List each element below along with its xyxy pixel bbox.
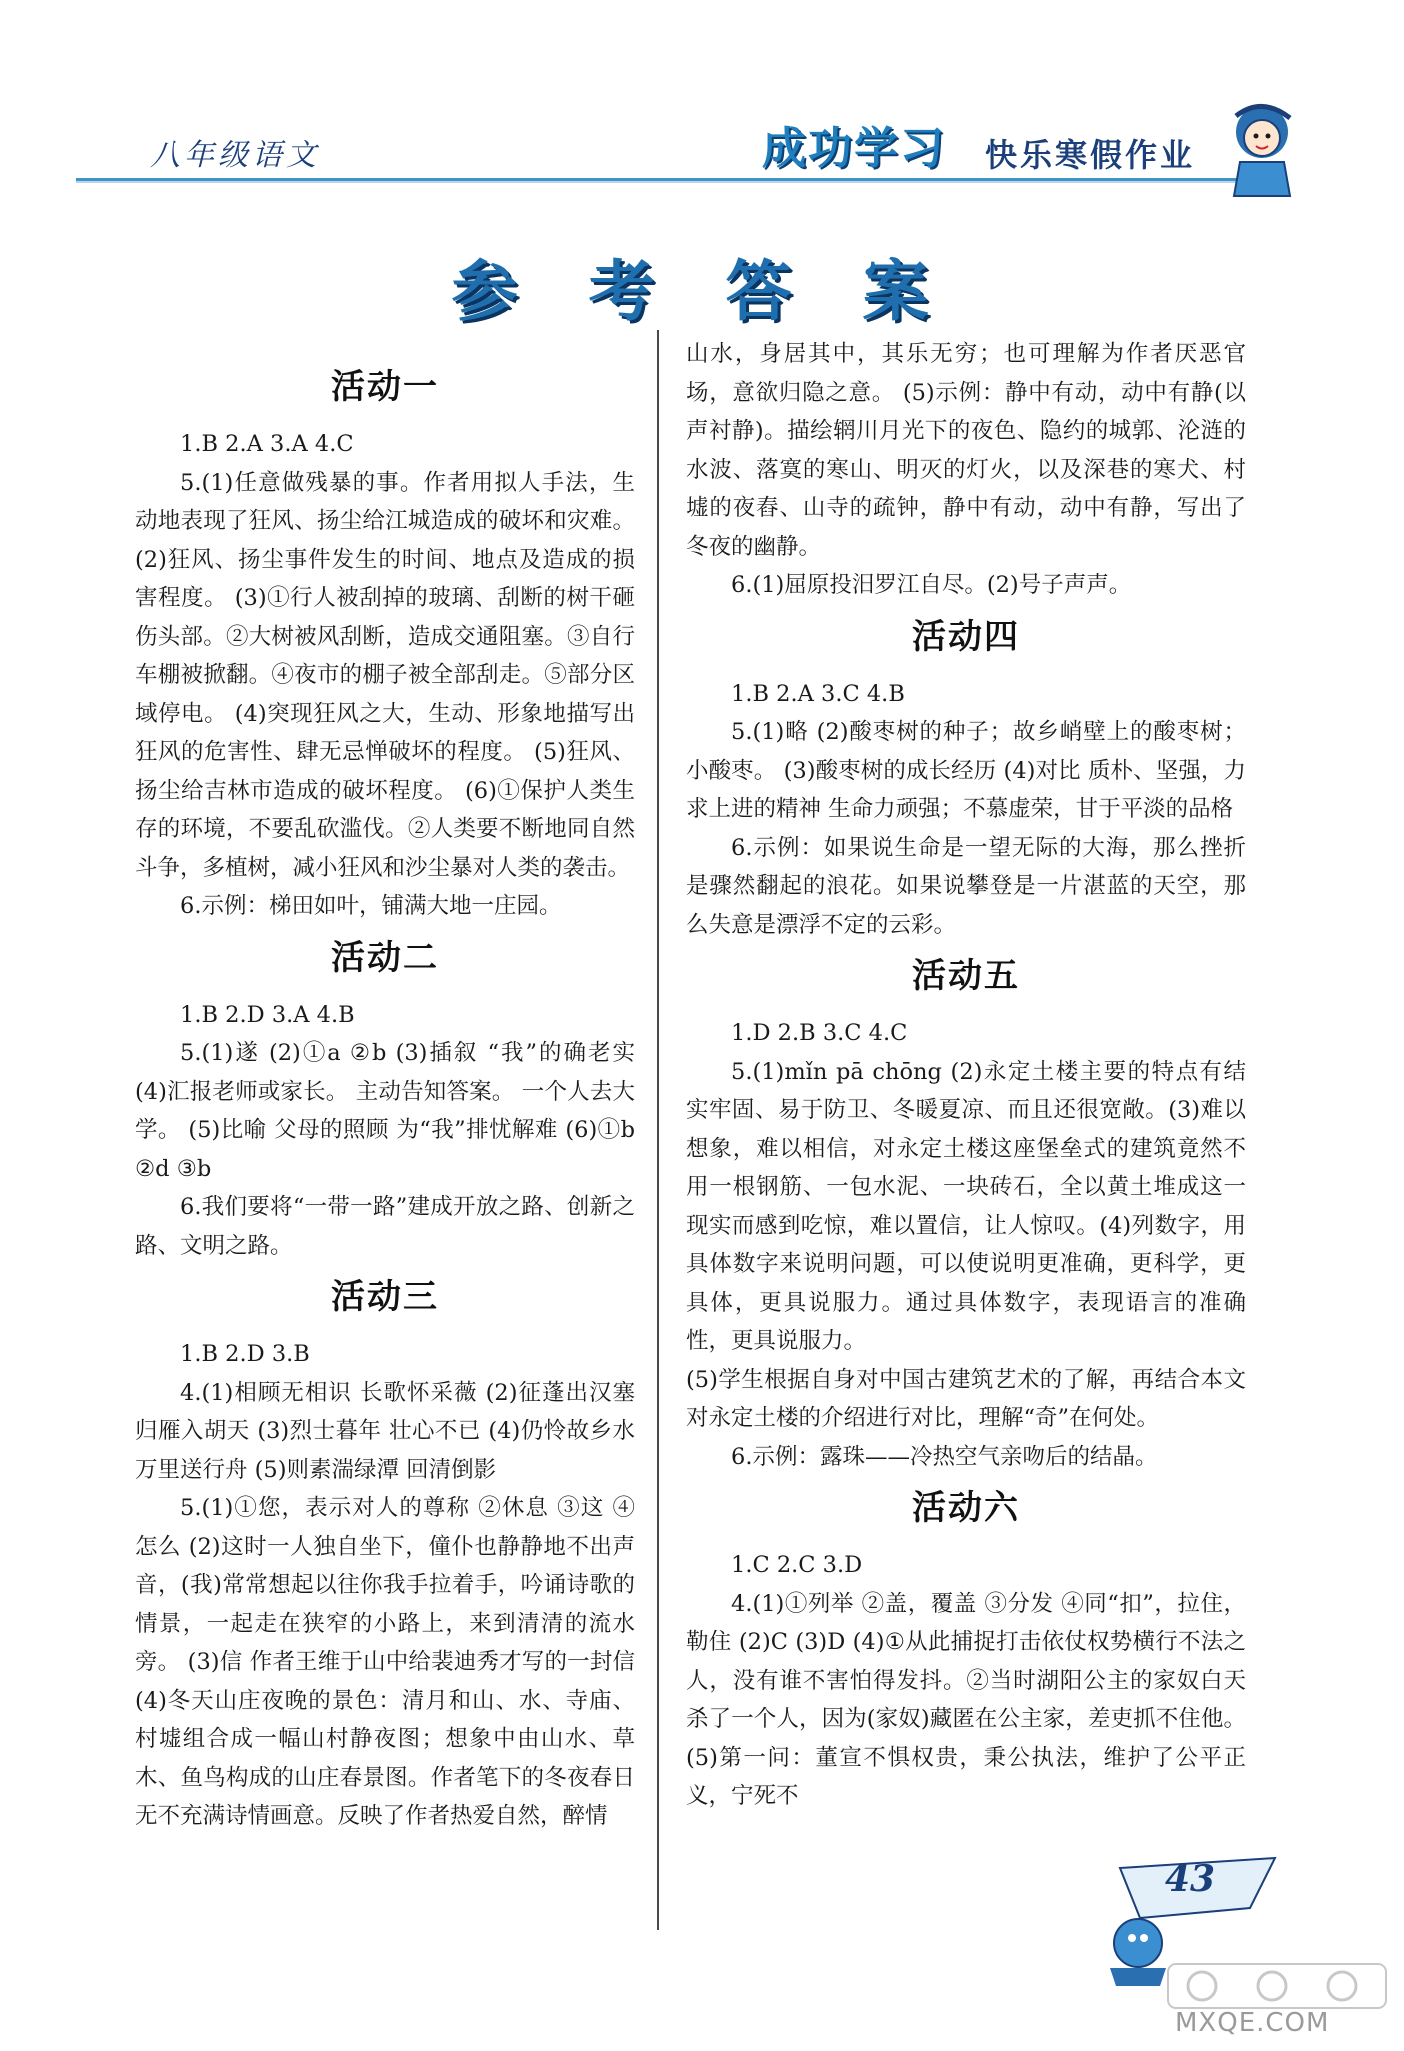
page-title: 参 考 答 案 <box>451 253 953 330</box>
header-rule <box>76 178 1286 183</box>
answer-line: 1.C 2.C 3.D <box>731 1552 863 1578</box>
page-header <box>0 0 1404 200</box>
mascot-girl-icon <box>1210 92 1320 202</box>
answer-line: 1.B 2.D 3.B <box>180 1341 310 1367</box>
answer-paragraph: 4.(1)①列举 ②盖，覆盖 ③分发 ④同“扣”，拉住，勒住 (2)C (3)D (4)①从此捕捉打击依仗权势横行不法之人，没有谁不害怕得发抖。②当时湖阳公主的家奴白天杀了一个人，因为(家奴)藏匿在公主家，差吏抓不住他。 (5)第一问：董宣不惧权贵，秉公执法，维护了公平正义，宁死不 <box>686 1590 1246 1809</box>
right-column <box>686 335 1246 1816</box>
answer-paragraph: 6.示例：梯田如叶，铺满大地一庄园。 <box>180 893 562 919</box>
answer-paragraph: (5)学生根据自身对中国古建筑艺术的了解，再结合本文对永定土楼的介绍进行对比，理解“奇”在何处。 <box>686 1366 1246 1431</box>
answer-paragraph: 6.示例：露珠——冷热空气亲吻后的结晶。 <box>731 1443 1158 1470</box>
answer-paragraph: 5.(1)mǐn pā chōng (2)永定土楼主要的特点有结实牢固、易于防卫、冬暖夏凉、而且还很宽敞。(3)难以想象，难以相信，对永定土楼这座堡垒式的建筑竟然不用一根钢筋、一包水泥、一块砖石，全以黄土堆成这一现实而感到吃惊，难以置信，让人惊叹。(4)列数字，用具体数字来说明问题，可以使说明更准确，更科学，更具体，更具说服力。通过具体数字，表现语言的准确性，更具说服力。 <box>686 1058 1246 1354</box>
page-number: 43 <box>1165 1858 1216 1900</box>
watermark-text: MXQE.COM <box>1175 2008 1330 2038</box>
column-divider <box>657 330 659 1930</box>
answer-line: 1.B 2.A 3.A 4.C <box>180 431 354 457</box>
answer-line: 1.B 2.A 3.C 4.B <box>731 680 905 707</box>
section-heading: 活动六 <box>912 1488 1020 1528</box>
answer-line: 1.D 2.B 3.C 4.C <box>731 1020 908 1046</box>
series-subtitle: 快乐寒假作业 <box>985 136 1196 174</box>
answer-paragraph: 5.(1)①您，表示对人的尊称 ②休息 ③这 ④怎么 (2)这时一人独自坐下，僮仆也静静地不出声音，(我)常常想起以往你我手拉着手，吟诵诗歌的情景，一起走在狭窄的小路上，来到清清的流水旁。 (3)信 作者王维于山中给裴迪秀才写的一封信 (4)冬天山庄夜晚的景色：清月和山、水、寺庙、村墟组合成一幅山村静夜图；想象中由山水、草木、鱼鸟构成的山庄春景图。作者笔下的冬夜春日无不充满诗情画意。反映了作者热爱自然，醉情 <box>135 1495 635 1829</box>
left-column <box>135 355 635 1836</box>
section-heading: 活动一 <box>331 367 439 407</box>
grade-label: 八年级语文 <box>150 138 320 173</box>
answer-paragraph: 6.示例：如果说生命是一望无际的大海，那么挫折是骤然翻起的浪花。如果说攀登是一片湛蓝的天空，那么失意是漂浮不定的云彩。 <box>686 834 1246 938</box>
section-heading: 活动二 <box>331 937 439 978</box>
brand-title: 成功学习 <box>762 123 946 174</box>
answer-paragraph: 5.(1)任意做残暴的事。作者用拟人手法，生动地表现了狂风、扬尘给江城造成的破坏和灾难。(2)狂风、扬尘事件发生的时间、地点及造成的损害程度。 (3)①行人被刮掉的玻璃、刮断的树干砸伤头部。②大树被风刮断，造成交通阻塞。③自行车棚被掀翻。④夜市的棚子被全部刮走。⑤部分区域停电。 (4)突现狂风之大，生动、形象地描写出狂风的危害性、肆无忌惮破坏的程度。 (5)狂风、扬尘给吉林市造成的破坏程度。 (6)①保护人类生存的环境，不要乱砍滥伐。②人类要不断地同自然斗争，多植树，减小狂风和沙尘暴对人类的袭击。 <box>135 469 635 881</box>
answer-paragraph: 山水，身居其中，其乐无穷；也可理解为作者厌恶官场，意欲归隐之意。 (5)示例：静中有动，动中有静(以声衬静)。描绘辋川月光下的夜色、隐约的城郭、沦涟的水波、落寞的寒山、明灭的灯火，以及深巷的寒犬、村墟的夜舂、山寺的疏钟，静中有动，动中有静，写出了冬夜的幽静。 <box>686 341 1246 560</box>
answer-paragraph: 6.我们要将“一带一路”建成开放之路、创新之路、文明之路。 <box>135 1194 635 1259</box>
section-heading: 活动三 <box>331 1277 439 1317</box>
answer-paragraph: 5.(1)遂 (2)①a ②b (3)插叙 “我”的确老实 (4)汇报老师或家长。 主动告知答案。 一个人去大学。 (5)比喻 父母的照顾 为“我”排忧解难 (6)①b ②d ③b <box>135 1040 635 1182</box>
section-heading: 活动五 <box>912 956 1020 996</box>
answer-paragraph: 4.(1)相顾无相识 长歌怀采薇 (2)征蓬出汉塞 归雁入胡天 (3)烈士暮年 壮心不已 (4)仍怜故乡水 万里送行舟 (5)则素湍绿潭 回清倒影 <box>135 1379 635 1483</box>
answer-paragraph: 5.(1)略 (2)酸枣树的种子；故乡峭壁上的酸枣树；小酸枣。 (3)酸枣树的成长经历 (4)对比 质朴、坚强，力求上进的精神 生命力顽强；不慕虚荣，甘于平淡的品格 <box>686 719 1246 822</box>
section-heading: 活动四 <box>912 616 1020 657</box>
answer-paragraph: 6.(1)屈原投汨罗江自尽。(2)号子声声。 <box>731 572 1132 598</box>
answer-line: 1.B 2.D 3.A 4.B <box>180 1001 355 1028</box>
